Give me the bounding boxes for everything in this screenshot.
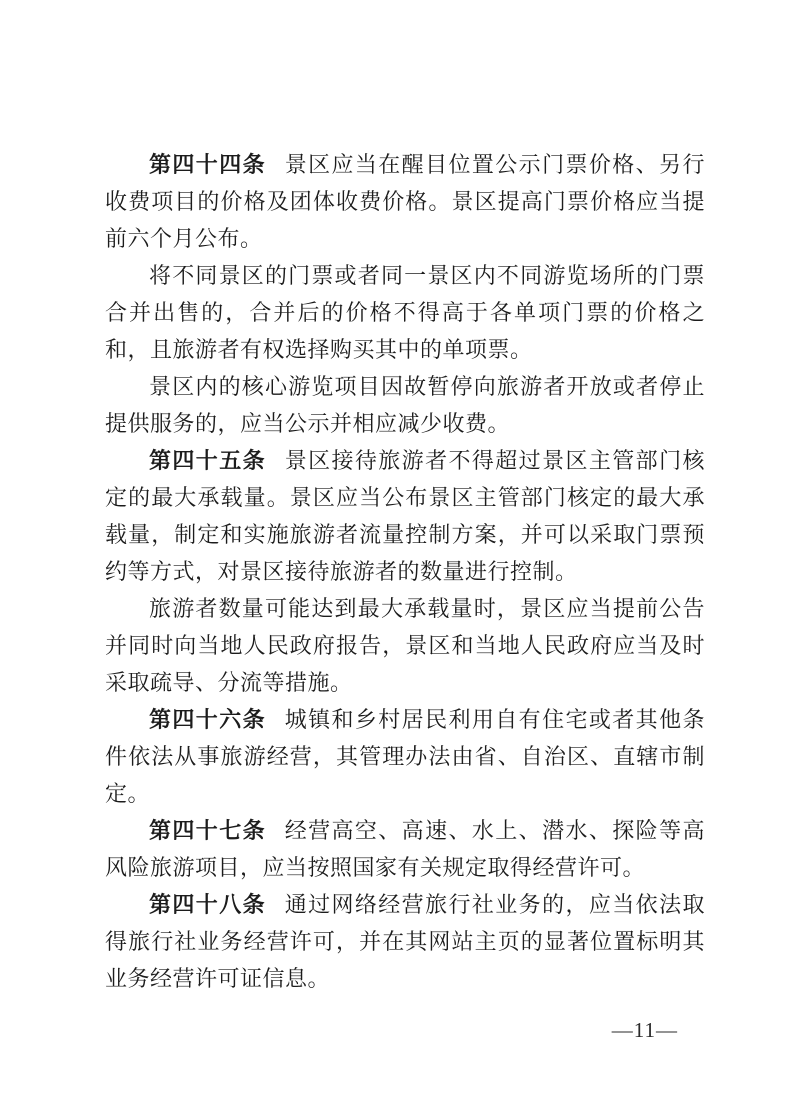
paragraph-text: 景区接待旅游者不得超过景区主管部门核定的最大承载量。景区应当公布景区主管部门核定的最大承载量，制定和实施旅游者流量控制方案，并可以采取门票预约等方式，对景区接待旅游者的数量进行控制。 xyxy=(105,448,705,584)
paragraph-text: 通过网络经营旅行社业务的，应当依法取得旅行社业务经营许可，并在其网站主页的显著位置标明其业务经营许可证信息。 xyxy=(105,892,705,991)
paragraph-article-48 xyxy=(105,886,705,997)
article-text-block xyxy=(105,146,705,997)
paragraph xyxy=(105,368,705,442)
paragraph-text: 旅游者数量可能达到最大承载量时，景区应当提前公告并同时向当地人民政府报告，景区和当地人民政府应当及时采取疏导、分流等措施。 xyxy=(105,596,705,695)
article-number: 第四十四条 xyxy=(149,152,266,177)
paragraph-text: 城镇和乡村居民利用自有住宅或者其他条件依法从事旅游经营，其管理办法由省、自治区、直辖市制定。 xyxy=(105,707,705,806)
paragraph-text: 将不同景区的门票或者同一景区内不同游览场所的门票合并出售的，合并后的价格不得高于各单项门票的价格之和，且旅游者有权选择购买其中的单项票。 xyxy=(105,263,705,362)
article-number: 第四十八条 xyxy=(149,892,266,917)
article-number: 第四十七条 xyxy=(149,818,266,843)
paragraph-text: 经营高空、高速、水上、潜水、探险等高风险旅游项目，应当按照国家有关规定取得经营许可。 xyxy=(105,818,705,880)
paragraph-text: 景区内的核心游览项目因故暂停向旅游者开放或者停止提供服务的，应当公示并相应减少收费。 xyxy=(105,374,705,436)
page-number: —11— xyxy=(611,1018,678,1042)
article-number: 第四十五条 xyxy=(149,448,266,473)
paragraph-article-46 xyxy=(105,701,705,812)
paragraph-article-47 xyxy=(105,812,705,886)
paragraph-text: 景区应当在醒目位置公示门票价格、另行收费项目的价格及团体收费价格。景区提高门票价格应当提前六个月公布。 xyxy=(105,152,705,251)
paragraph-article-44 xyxy=(105,146,705,257)
article-number: 第四十六条 xyxy=(149,707,266,732)
paragraph xyxy=(105,257,705,368)
paragraph xyxy=(105,590,705,701)
paragraph-article-45 xyxy=(105,442,705,590)
